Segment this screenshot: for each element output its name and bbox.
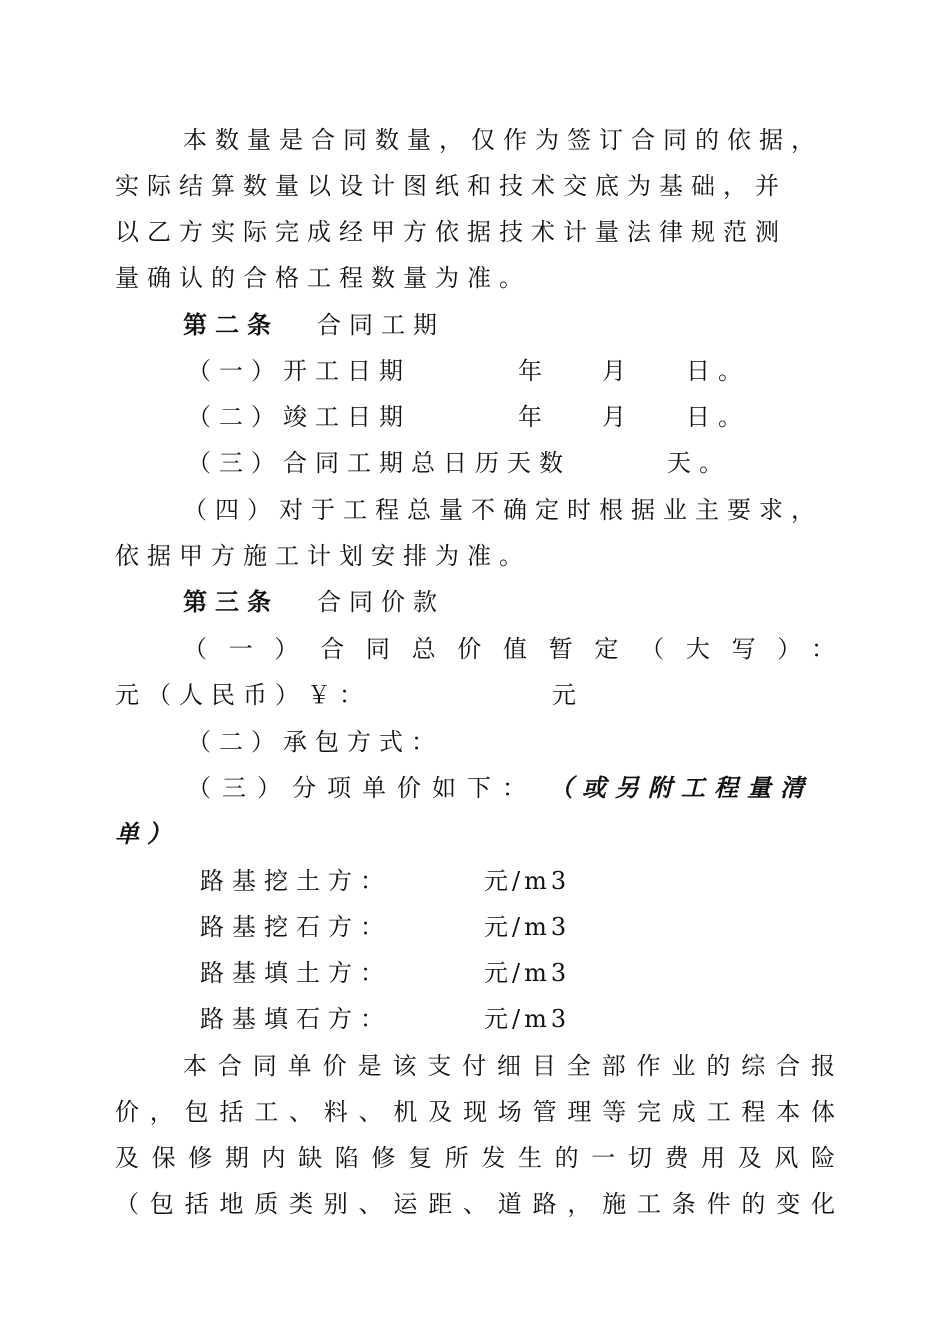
schedule-note-line: 依据甲方施工计划安排为准。 <box>115 542 531 570</box>
unit-price-item <box>198 953 835 993</box>
item-unit: 元/m3 <box>484 1005 571 1033</box>
item-name: 路基挖石方： <box>200 913 392 941</box>
total-days-label: （三）合同工期总日历天数 <box>187 449 571 477</box>
article-title: 合同价款 <box>317 588 445 616</box>
explanation-line: 价，包括工、料、机及现场管理等完成工程本体 <box>115 1098 835 1126</box>
total-days-unit: 天。 <box>667 449 731 477</box>
start-day: 日。 <box>686 357 750 385</box>
start-date-row <box>183 351 835 391</box>
start-year: 年 <box>518 357 550 385</box>
end-date-label: （二）竣工日期 <box>187 403 411 431</box>
item-name: 路基挖土方： <box>200 867 392 895</box>
article-2-heading-row <box>183 305 835 345</box>
schedule-note-line: （四）对于工程总量不确定时根据业主要求， <box>183 496 823 524</box>
explanation-line: 本合同单价是该支付细目全部作业的综合报 <box>183 1052 835 1080</box>
explanation-line: 及保修期内缺陷修复所发生的一切费用及风险 <box>115 1144 835 1172</box>
total-price-rmb-unit: 元 <box>552 681 584 709</box>
end-month: 月 <box>602 403 634 431</box>
unit-price-note-continued-row <box>115 814 835 854</box>
total-price-line: （一）合同总价值暂定（大写）： <box>183 635 835 663</box>
end-date-row <box>183 397 835 437</box>
contract-mode-label: （二）承包方式： <box>187 728 443 756</box>
paragraph-line: 实际结算数量以设计图纸和技术交底为基础，并 <box>115 172 787 200</box>
item-name: 路基填石方： <box>200 1005 392 1033</box>
unit-price-item <box>198 861 835 901</box>
paragraph-line: 量确认的合格工程数量为准。 <box>115 264 531 292</box>
item-unit: 元/m3 <box>484 913 571 941</box>
article-heading: 第三条 <box>183 587 279 616</box>
item-unit: 元/m3 <box>484 959 571 987</box>
explanation-line: （包括地质类别、运距、道路，施工条件的变化 <box>115 1190 835 1218</box>
end-year: 年 <box>518 403 550 431</box>
article-heading: 第二条 <box>183 310 279 339</box>
unit-price-intro: （三）分项单价如下： <box>187 774 537 802</box>
unit-price-note: （或另附工程量清 <box>549 773 813 802</box>
start-month: 月 <box>602 357 634 385</box>
total-price-rmb-label: 元（人民币）￥： <box>115 681 371 709</box>
contract-mode-line <box>183 722 835 762</box>
article-3-heading-row <box>183 582 835 622</box>
unit-price-intro-row <box>183 768 835 808</box>
total-days-row <box>183 443 835 483</box>
unit-price-item <box>198 999 835 1039</box>
unit-price-item <box>198 907 835 947</box>
article-title: 合同工期 <box>317 311 445 339</box>
item-name: 路基填土方： <box>200 959 392 987</box>
end-day: 日。 <box>686 403 750 431</box>
paragraph-line: 本数量是合同数量，仅作为签订合同的依据， <box>183 126 823 154</box>
paragraph-line: 以乙方实际完成经甲方依据技术计量法律规范测 <box>115 218 787 246</box>
start-date-label: （一）开工日期 <box>187 357 411 385</box>
item-unit: 元/m3 <box>484 867 571 895</box>
total-price-rmb-row <box>115 675 835 715</box>
unit-price-note-continued: 单） <box>115 819 179 848</box>
